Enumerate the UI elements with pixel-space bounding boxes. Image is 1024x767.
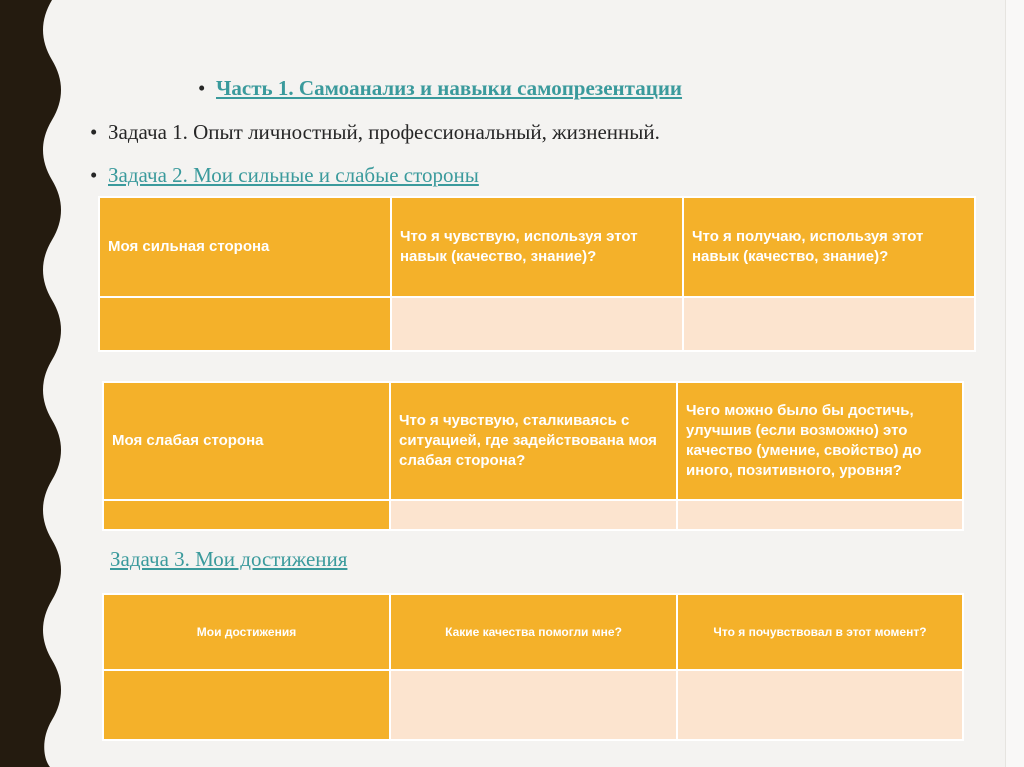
table-header-cell: Что я чувствую, используя этот навык (качество, знание)? <box>391 197 683 297</box>
achievements-table <box>102 593 964 741</box>
table-row <box>103 500 963 530</box>
table-header-cell: Что я чувствую, сталкиваясь с ситуацией, где задействована моя слабая сторона? <box>390 382 677 500</box>
table-cell[interactable] <box>390 670 677 740</box>
table-header-cell: Мои достижения <box>103 594 390 670</box>
table-cell[interactable] <box>99 297 391 351</box>
table-row <box>99 297 975 351</box>
table-header-cell: Какие качества помогли мне? <box>390 594 677 670</box>
task1-text: Задача 1. Опыт личностный, профессиональный, жизненный. <box>108 120 660 144</box>
table-header-row <box>99 197 975 297</box>
task2-line <box>90 163 479 188</box>
task1-line <box>90 120 660 145</box>
table-cell[interactable] <box>677 670 963 740</box>
task2-link[interactable]: Задача 2. Мои сильные и слабые стороны <box>108 163 479 187</box>
table-cell[interactable] <box>391 297 683 351</box>
table-header-cell: Что я почувствовал в этот момент? <box>677 594 963 670</box>
table-header-cell: Моя сильная сторона <box>99 197 391 297</box>
bullet: • <box>198 76 206 100</box>
bullet: • <box>90 163 98 187</box>
table-header-cell: Что я получаю, используя этот навык (качество, знание)? <box>683 197 975 297</box>
table-header-row <box>103 594 963 670</box>
table-cell[interactable] <box>103 500 390 530</box>
table-cell[interactable] <box>677 500 963 530</box>
bullet: • <box>90 120 98 144</box>
table-cell[interactable] <box>683 297 975 351</box>
table-header-row <box>103 382 963 500</box>
table-cell[interactable] <box>390 500 677 530</box>
table-cell[interactable] <box>103 670 390 740</box>
task3-link[interactable]: Задача 3. Мои достижения <box>110 547 348 571</box>
table-row <box>103 670 963 740</box>
task3-line <box>110 547 347 572</box>
part1-heading <box>198 76 682 101</box>
table-header-cell: Моя слабая сторона <box>103 382 390 500</box>
table-header-cell: Чего можно было бы достичь, улучшив (если возможно) это качество (умение, свойство) до иного, позитивного, уровня? <box>677 382 963 500</box>
part1-link[interactable]: Часть 1. Самоанализ и навыки самопрезентации <box>216 76 683 100</box>
weak-side-table <box>102 381 964 531</box>
strong-side-table <box>98 196 976 352</box>
